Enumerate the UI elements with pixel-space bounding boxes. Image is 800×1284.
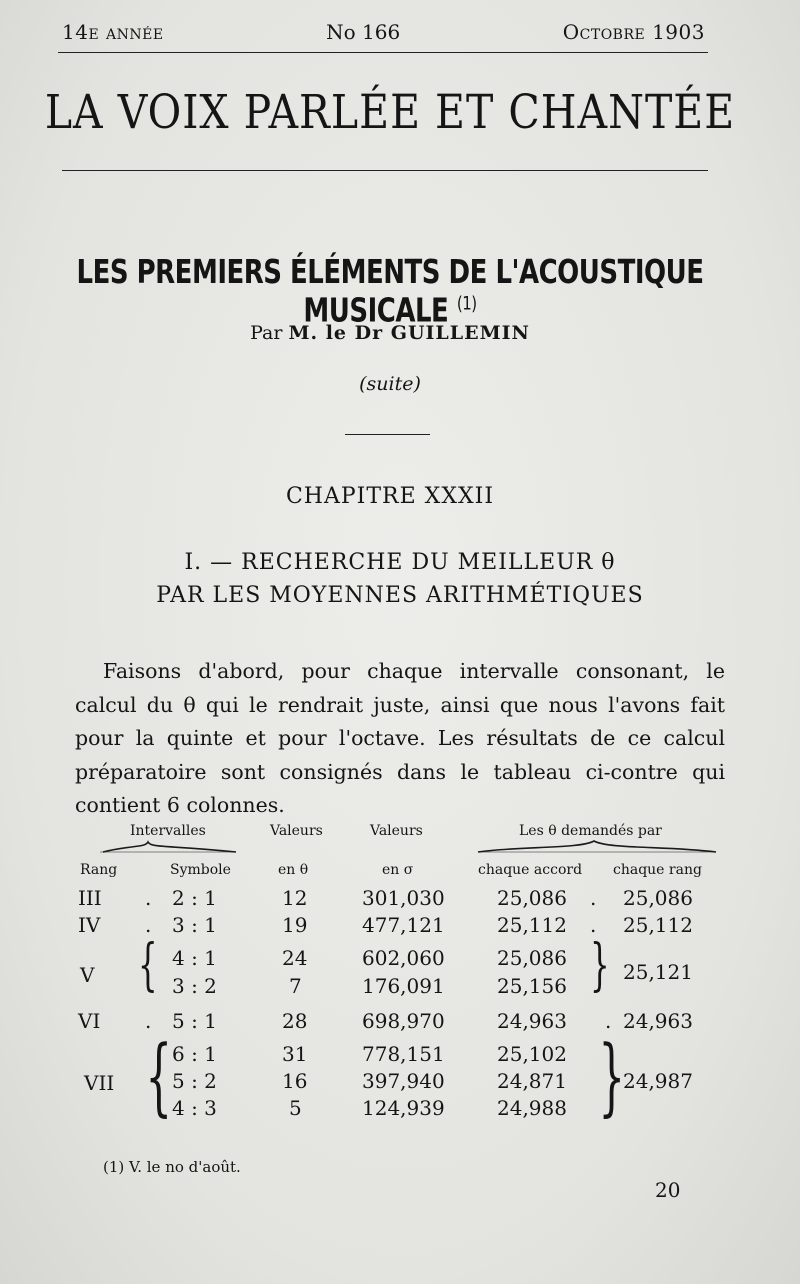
rang-cell: IV <box>78 913 101 937</box>
symbole-cell: 3 : 1 <box>172 913 217 937</box>
rang-cell: VI <box>78 1009 101 1033</box>
left-brace-v: { <box>138 933 158 998</box>
header-rang: Rang <box>80 862 118 878</box>
journal-title: LA VOIX PARLÉE ET CHANTÉE <box>44 84 736 140</box>
dot-leader: . <box>590 886 597 910</box>
symbole-cell: 2 : 1 <box>172 886 217 910</box>
rang-value-vii: 24,987 <box>623 1069 693 1093</box>
issue-number: No 166 <box>326 20 401 44</box>
header-en-theta: en θ <box>278 862 309 878</box>
sigma-cell: 698,970 <box>362 1009 445 1033</box>
accord-cell: 24,963 <box>497 1009 567 1033</box>
issue-date: Octobre 1903 <box>562 20 705 44</box>
accord-cell: 25,112 <box>497 913 567 937</box>
page-number: 20 <box>655 1178 681 1202</box>
demandes-brace <box>478 841 716 852</box>
symbole-cell: 6 : 1 <box>172 1042 217 1066</box>
accord-cell: 25,102 <box>497 1042 567 1066</box>
accord-cell: 25,156 <box>497 974 567 998</box>
right-brace-v: } <box>590 933 610 998</box>
rang-cell: III <box>78 886 102 910</box>
theta-cell: 7 <box>289 974 302 998</box>
dot-leader: . <box>590 913 597 937</box>
footnote: (1) V. le no d'août. <box>103 1158 241 1176</box>
theta-cell: 19 <box>282 913 308 937</box>
header-valeurs-theta: Valeurs <box>270 823 323 839</box>
rang-value-iii: 25,086 <box>623 886 693 910</box>
theta-cell: 16 <box>282 1069 308 1093</box>
chapter-heading: CHAPITRE XXXII <box>285 484 495 509</box>
sigma-cell: 301,030 <box>362 886 445 910</box>
symbole-cell: 5 : 1 <box>172 1009 217 1033</box>
theta-cell: 24 <box>282 946 308 970</box>
theta-cell: 5 <box>289 1096 302 1120</box>
header-chaque-rang: chaque rang <box>613 862 702 878</box>
rang-value-iv: 25,112 <box>623 913 693 937</box>
header-chaque-accord: chaque accord <box>478 862 583 878</box>
dot-leader: . <box>605 1009 612 1033</box>
right-brace-vii: } <box>598 1027 626 1125</box>
intervalles-brace <box>103 842 236 852</box>
sigma-cell: 778,151 <box>362 1042 445 1066</box>
header-valeurs-sigma: Valeurs <box>370 823 423 839</box>
sigma-cell: 397,940 <box>362 1069 445 1093</box>
sigma-cell: 602,060 <box>362 946 445 970</box>
accord-cell: 25,086 <box>497 946 567 970</box>
left-brace-vii: { <box>145 1027 173 1125</box>
accord-cell: 24,988 <box>497 1096 567 1120</box>
header-intervalles: Intervalles <box>130 823 206 839</box>
section-line-2: PAR LES MOYENNES ARITHMÉTIQUES <box>156 583 644 608</box>
dot-leader: . <box>145 886 152 910</box>
symbole-cell: 5 : 2 <box>172 1069 217 1093</box>
article-title-text: LES PREMIERS ÉLÉMENTS DE L'ACOUSTIQUE MUSICALE <box>76 254 704 331</box>
header-en-sigma: en σ <box>382 862 414 878</box>
symbole-cell: 4 : 1 <box>172 946 217 970</box>
dot-leader: . <box>145 913 152 937</box>
sigma-cell: 477,121 <box>362 913 445 937</box>
sigma-cell: 124,939 <box>362 1096 445 1120</box>
body-paragraph: Faisons d'abord, pour chaque intervalle consonant, le calcul du θ qui le rendrait juste, ainsi que nous l'avons fait pour la quinte et pour l'octave. Les résultats de ce calcul préparatoire sont consignés dans le tableau ci-contre qui contient 6 colonnes. <box>75 659 725 817</box>
rang-v: V <box>80 963 95 987</box>
sigma-cell: 176,091 <box>362 974 445 998</box>
year-label: 14e année <box>62 20 164 44</box>
theta-cell: 12 <box>282 886 308 910</box>
footnote-mark: (1) <box>456 291 477 315</box>
author-name: M. le Dr GUILLEMIN <box>288 322 530 344</box>
rang-value-vi: 24,963 <box>623 1009 693 1033</box>
symbole-cell: 3 : 2 <box>172 974 217 998</box>
rang-vii: VII <box>84 1071 115 1095</box>
theta-cell: 31 <box>282 1042 308 1066</box>
section-line-1: I. — RECHERCHE DU MEILLEUR θ <box>184 550 616 575</box>
header-symbole: Symbole <box>170 862 231 878</box>
symbole-cell: 4 : 3 <box>172 1096 217 1120</box>
rang-value-v: 25,121 <box>623 960 693 984</box>
author-prefix: Par <box>250 322 283 344</box>
accord-cell: 25,086 <box>497 886 567 910</box>
suite-label: (suite) <box>359 373 421 395</box>
dot-leader: . <box>145 1009 152 1033</box>
header-demandes: Les θ demandés par <box>519 823 662 839</box>
theta-cell: 28 <box>282 1009 308 1033</box>
accord-cell: 24,871 <box>497 1069 567 1093</box>
